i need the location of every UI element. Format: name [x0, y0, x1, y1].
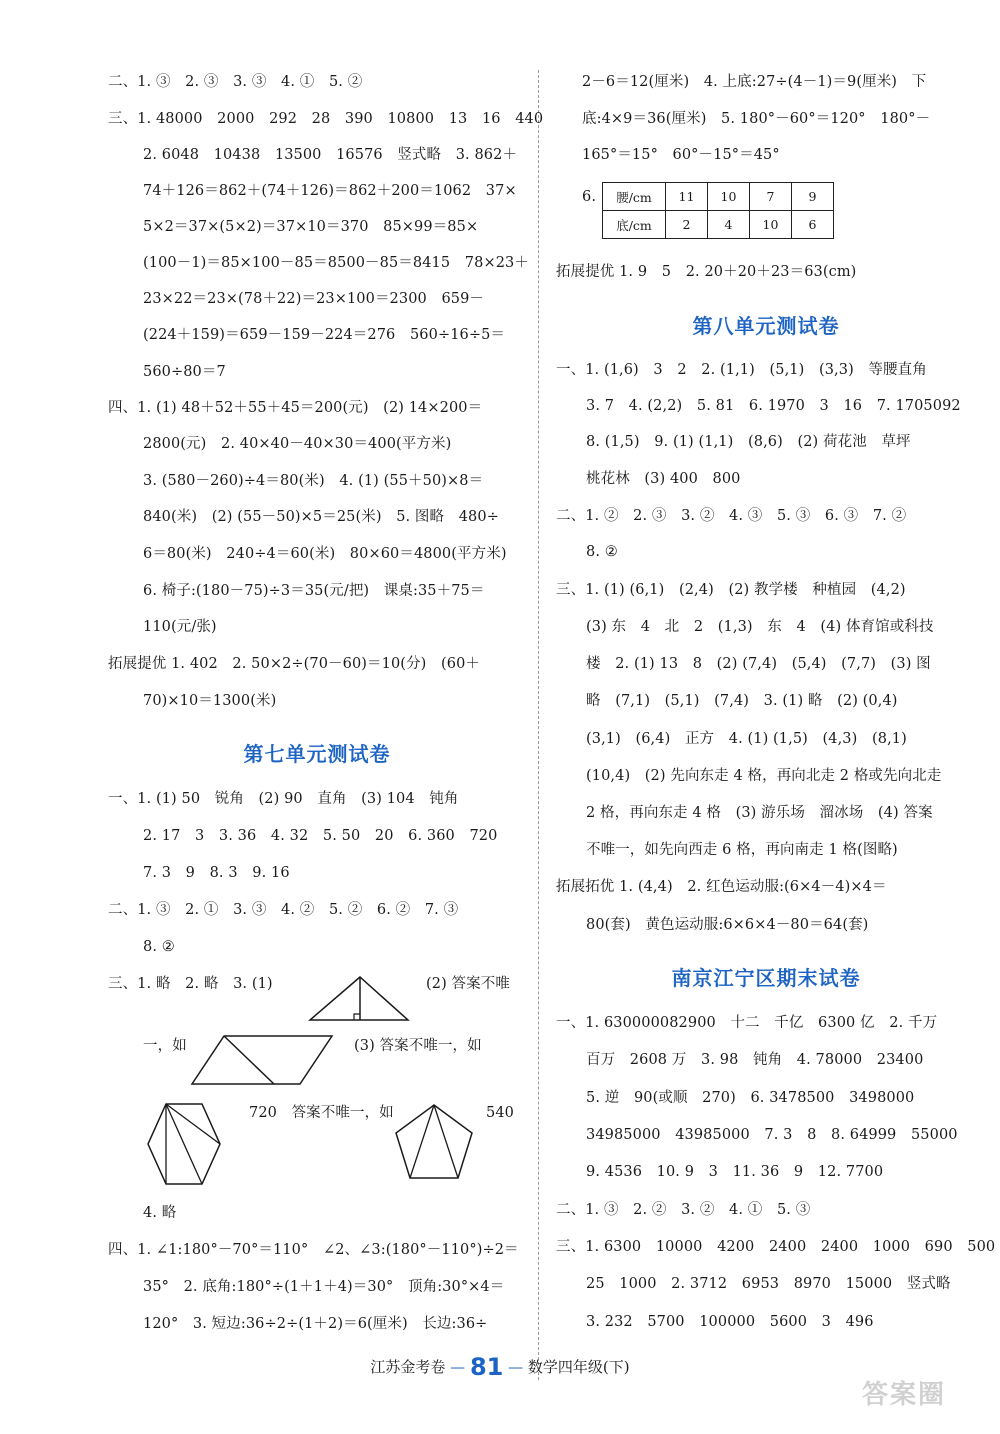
answer-line: 110(元/张): [143, 619, 217, 635]
answer-line: (3,1) (6,4) 正方 4. (1) (1,5) (4,3) (8,1): [586, 731, 907, 747]
answer-line: 35° 2. 底角:180°÷(1＋1＋4)＝30° 顶角:30°×4＝: [143, 1279, 505, 1295]
answer-line: 拓展拓优 1. (4,4) 2. 红色运动服:(6×4－4)×4＝: [556, 879, 887, 895]
section-title-final-exam: 南京江宁区期末试卷: [671, 966, 861, 990]
answer-line: 3. 7 4. (2,2) 5. 81 6. 1970 3 16 7. 1705092: [586, 398, 961, 414]
section-title-unit8: 第八单元测试卷: [692, 314, 840, 338]
answer-line: 120° 3. 短边:36÷2÷(1＋2)＝6(厘米) 长边:36÷: [143, 1316, 488, 1332]
answer-line: 23×22＝23×(78＋22)＝23×100＝2300 659－: [143, 291, 485, 307]
table-cell: 腰/cm: [603, 183, 666, 211]
table-cell: 底/cm: [603, 211, 666, 239]
answer-line: 2－6＝12(厘米) 4. 上底:27÷(4－1)＝9(厘米) 下: [582, 74, 927, 90]
answer-line: 不唯一，如先向西走 6 格，再向南走 1 格(图略): [586, 842, 898, 858]
answer-line: 2. 17 3 3. 36 4. 32 5. 50 20 6. 360 720: [143, 828, 498, 844]
hexagon-figure: [144, 1100, 224, 1188]
table-cell: 6: [792, 211, 834, 239]
footer-dash: —: [508, 1358, 524, 1376]
answer-line: (2) 答案不唯: [426, 976, 510, 992]
answer-line: 二、1. ③ 2. ① 3. ③ 4. ② 5. ② 6. ② 7. ③: [108, 902, 459, 918]
footer-book-title: 江苏金考卷: [370, 1358, 446, 1376]
answer-line: 5×2＝37×(5×2)＝37×10＝370 85×99＝85×: [143, 219, 479, 235]
answer-line: 2800(元) 2. 40×40－40×30＝400(平方米): [143, 436, 452, 452]
answer-line: 一、1. (1) 50 锐角 (2) 90 直角 (3) 104 钝角: [108, 791, 459, 807]
watermark-logo: 答案圈: [861, 1380, 946, 1410]
table-question-label: 6.: [582, 189, 597, 205]
answer-line: 2 格，再向东走 4 格 (3) 游乐场 溜冰场 (4) 答案: [586, 805, 933, 821]
answer-line: 7. 3 9 8. 3 9. 16: [143, 865, 290, 881]
answer-line: 三、1. 略 2. 略 3. (1): [108, 976, 273, 992]
answer-line: 4. 略: [143, 1205, 177, 1221]
answer-line: 一、1. 630000082900 十二 千亿 6300 亿 2. 千万: [556, 1015, 938, 1031]
answer-line: 25 1000 2. 3712 6953 8970 15000 竖式略: [586, 1276, 951, 1292]
answer-line: (3) 东 4 北 2 (1,3) 东 4 (4) 体育馆或科技: [586, 619, 934, 635]
answer-line: 8. (1,5) 9. (1) (1,1) (8,6) (2) 荷花池 草坪: [586, 434, 911, 450]
answer-line: 二、1. ③ 2. ② 3. ② 4. ① 5. ③: [556, 1202, 811, 1218]
triangle-figure: [308, 975, 412, 1025]
answer-line: 楼 2. (1) 13 8 (2) (7,4) (5,4) (7,7) (3) 图: [586, 656, 931, 672]
table-cell: 9: [792, 183, 834, 211]
answer-line: 百万 2608 万 3. 98 钝角 4. 78000 23400: [586, 1052, 924, 1068]
answer-line: 二、1. ② 2. ③ 3. ② 4. ③ 5. ③ 6. ③ 7. ②: [556, 508, 907, 524]
section-title-unit7: 第七单元测试卷: [243, 742, 391, 766]
column-divider: [538, 70, 539, 1380]
answer-line: 540: [486, 1105, 514, 1121]
answer-line: (100－1)＝85×100－85＝8500－85＝8415 78×23＋: [143, 255, 529, 271]
answer-line: 3. (580－260)÷4＝80(米) 4. (1) (55＋50)×8＝: [143, 473, 484, 489]
parallelogram-figure: [190, 1034, 336, 1086]
waist-base-table: [602, 182, 834, 239]
table-cell: 10: [750, 211, 792, 239]
table-cell: 11: [666, 183, 708, 211]
answer-line: 三、1. 48000 2000 292 28 390 10800 13 16 440: [108, 111, 544, 127]
answer-line: 8. ②: [143, 939, 175, 955]
answer-line: 底:4×9＝36(厘米) 5. 180°－60°＝120° 180°－: [582, 111, 931, 127]
answer-line: 5. 逆 90(或顺 270) 6. 3478500 3498000: [586, 1090, 915, 1106]
answer-line: (10,4) (2) 先向东走 4 格，再向北走 2 格或先向北走: [586, 768, 942, 784]
table-cell: 7: [750, 183, 792, 211]
answer-line: 720 答案不唯一，如: [249, 1105, 394, 1121]
answer-line: (3) 答案不唯一，如: [354, 1038, 482, 1054]
table-cell: 2: [666, 211, 708, 239]
answer-line: 三、1. (1) (6,1) (2,4) (2) 教学楼 种植园 (4,2): [556, 582, 906, 598]
answer-line: 桃花林 (3) 400 800: [586, 471, 741, 487]
answer-line: 165°＝15° 60°－15°＝45°: [582, 147, 780, 163]
answer-line: (224＋159)＝659－159－224＝276 560÷16÷5＝: [143, 327, 506, 343]
answer-line: 6＝80(米) 240÷4＝60(米) 80×60＝4800(平方米): [143, 546, 507, 562]
answer-line: 80(套) 黄色运动服:6×6×4－80＝64(套): [586, 917, 869, 933]
answer-line: 34985000 43985000 7. 3 8 8. 64999 55000: [586, 1127, 958, 1143]
answer-line: 拓展提优 1. 402 2. 50×2÷(70－60)＝10(分) (60＋: [108, 656, 481, 672]
answer-line: 9. 4536 10. 9 3 11. 36 9 12. 7700: [586, 1164, 884, 1180]
answer-line: 四、1. ∠1:180°－70°＝110° ∠2、∠3:(180°－110°)÷2＝: [108, 1242, 519, 1258]
answer-line: 一、1. (1,6) 3 2 2. (1,1) (5,1) (3,3) 等腰直角: [556, 362, 927, 378]
answer-line: 拓展提优 1. 9 5 2. 20＋20＋23＝63(cm): [556, 264, 857, 280]
answer-line: 三、1. 6300 10000 4200 2400 2400 1000 690 500: [556, 1239, 996, 1255]
answer-line: 6. 椅子:(180－75)÷3＝35(元/把) 课桌:35＋75＝: [143, 583, 485, 599]
table-row: [603, 211, 834, 239]
footer-subject: 数学四年级(下): [527, 1358, 630, 1376]
pentagon-figure: [392, 1102, 476, 1182]
answer-line: 一，如: [143, 1038, 187, 1054]
answer-line: 四、1. (1) 48＋52＋55＋45＝200(元) (2) 14×200＝: [108, 400, 483, 416]
answer-line: 74＋126＝862＋(74＋126)＝862＋200＝1062 37×: [143, 183, 517, 199]
answer-line: 3. 232 5700 100000 5600 3 496: [586, 1314, 874, 1330]
table-cell: 10: [708, 183, 750, 211]
answer-line: 2. 6048 10438 13500 16576 竖式略 3. 862＋: [143, 147, 518, 163]
page-number: 81: [469, 1353, 504, 1381]
answer-line: 560÷80＝7: [143, 364, 226, 380]
answer-line: 840(米) (2) (55－50)×5＝25(米) 5. 图略 480÷: [143, 509, 499, 525]
answer-line: 8. ②: [586, 544, 618, 560]
table-cell: 4: [708, 211, 750, 239]
answer-line: 略 (7,1) (5,1) (7,4) 3. (1) 略 (2) (0,4): [586, 693, 898, 709]
answer-line: 70)×10＝1300(米): [143, 693, 277, 709]
footer-dash: —: [450, 1358, 466, 1376]
answer-line: 二、1. ③ 2. ③ 3. ③ 4. ① 5. ②: [108, 74, 363, 90]
table-row: [603, 183, 834, 211]
